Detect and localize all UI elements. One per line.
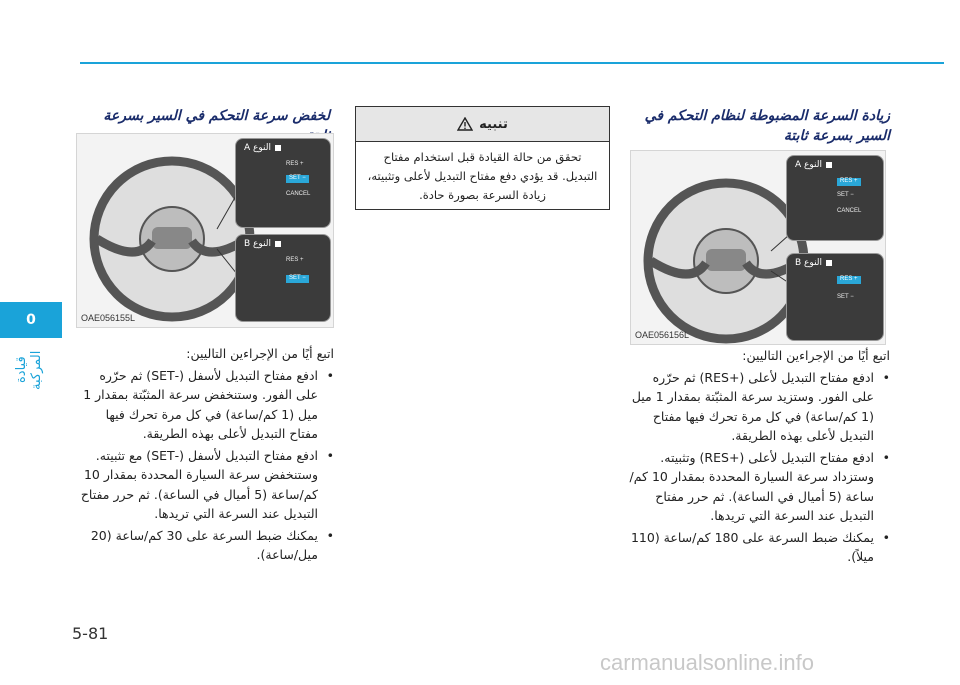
left-bullet-1: • ادفع مفتاح التبديل لأسفل (-SET) ثم حرّره على الفور. وستنخفض سرعة المثبّتة بمقدار 1 ميل (1 كم/ساعة) في كل مرة تحرك فيها مفتاح التبديل لأعلى بهذه الطريقة.: [80, 366, 334, 444]
chapter-label: قيادة المركبة: [14, 350, 44, 390]
caution-text: تحقق من حالة القيادة قبل استخدام مفتاح التبديل. قد يؤدي دفع مفتاح التبديل لأعلى وتثبيته، زيادة السرعة بصورة حادة.: [367, 150, 598, 202]
left-inset-type-b: [235, 234, 331, 322]
left-inset-type-a: [235, 138, 331, 228]
caution-title: تنبيه: [479, 116, 508, 132]
inset-a-label: النوع A: [795, 160, 832, 170]
set-button-b: SET −: [837, 294, 854, 300]
left-heading: لخفض سرعة التحكم في السير بسرعة: [103, 108, 330, 124]
left-figure-code: OAE056155L: [81, 313, 136, 323]
left-set-button-b: SET −: [286, 275, 309, 283]
left-figure: [76, 133, 334, 328]
warning-triangle-icon: [457, 117, 473, 131]
left-inset-b-label: النوع B: [244, 239, 281, 249]
left-cancel-button: CANCEL: [286, 191, 311, 197]
right-figure-code: OAE056156L: [635, 330, 690, 340]
left-res-button-b: RES +: [286, 257, 304, 263]
res-button-b: RES +: [837, 276, 861, 284]
right-bullet-2: • ادفع مفتاح التبديل لأعلى (+RES) وتثبيته. وستزداد سرعة السيارة المحددة بمقدار 10 كم/ساعة (5 أميال في الساعة). ثم حرر مفتاح التبديل عند السرعة التي تريدها.: [628, 448, 890, 526]
cancel-button: CANCEL: [837, 208, 862, 214]
caution-box: [355, 106, 610, 210]
watermark: carmanualsonline.info: [600, 650, 815, 675]
right-body: [628, 346, 890, 569]
left-bullet-2: • ادفع مفتاح التبديل لأسفل (-SET) مع تثبيته. وستنخفض سرعة السيارة المحددة بمقدار 10 كم/ساعة (5 أميال في الساعة). ثم حرر مفتاح التبديل عند السرعة التي تريدها.: [80, 446, 334, 524]
left-res-button: RES +: [286, 161, 304, 167]
chapter-tab: 0: [0, 302, 62, 338]
left-set-button: SET −: [286, 175, 309, 183]
left-body: [80, 344, 334, 567]
caution-header: [356, 107, 609, 142]
right-heading: زيادة السرعة المضبوطة لنظام التحكم في السير بسرعة ثابتة: [644, 108, 890, 144]
inset-type-b: [786, 253, 884, 341]
left-inset-a-label: النوع A: [244, 143, 281, 153]
inset-type-a: [786, 155, 884, 241]
top-rule: [80, 62, 944, 64]
page-number: 5-81: [72, 624, 109, 643]
res-button: RES +: [837, 178, 861, 186]
right-bullet-1: • ادفع مفتاح التبديل لأعلى (+RES) ثم حرّره على الفور. وستزيد سرعة المثبّتة بمقدار 1 ميل (1 كم/ساعة) في كل مرة تحرك فيها مفتاح التبديل لأعلى بهذه الطريقة.: [628, 368, 890, 446]
set-button: SET −: [837, 192, 854, 198]
right-figure: [630, 150, 886, 345]
left-intro: اتبع أيًا من الإجراءين التاليين:: [186, 346, 334, 361]
right-intro: اتبع أيًا من الإجراءين التاليين:: [742, 348, 890, 363]
right-bullet-3: • يمكنك ضبط السرعة على 180 كم/ساعة (110 ميلاً).: [628, 528, 890, 567]
inset-b-label: النوع B: [795, 258, 832, 268]
left-bullet-3: • يمكنك ضبط السرعة على 30 كم/ساعة (20 ميل/ساعة).: [80, 526, 334, 565]
